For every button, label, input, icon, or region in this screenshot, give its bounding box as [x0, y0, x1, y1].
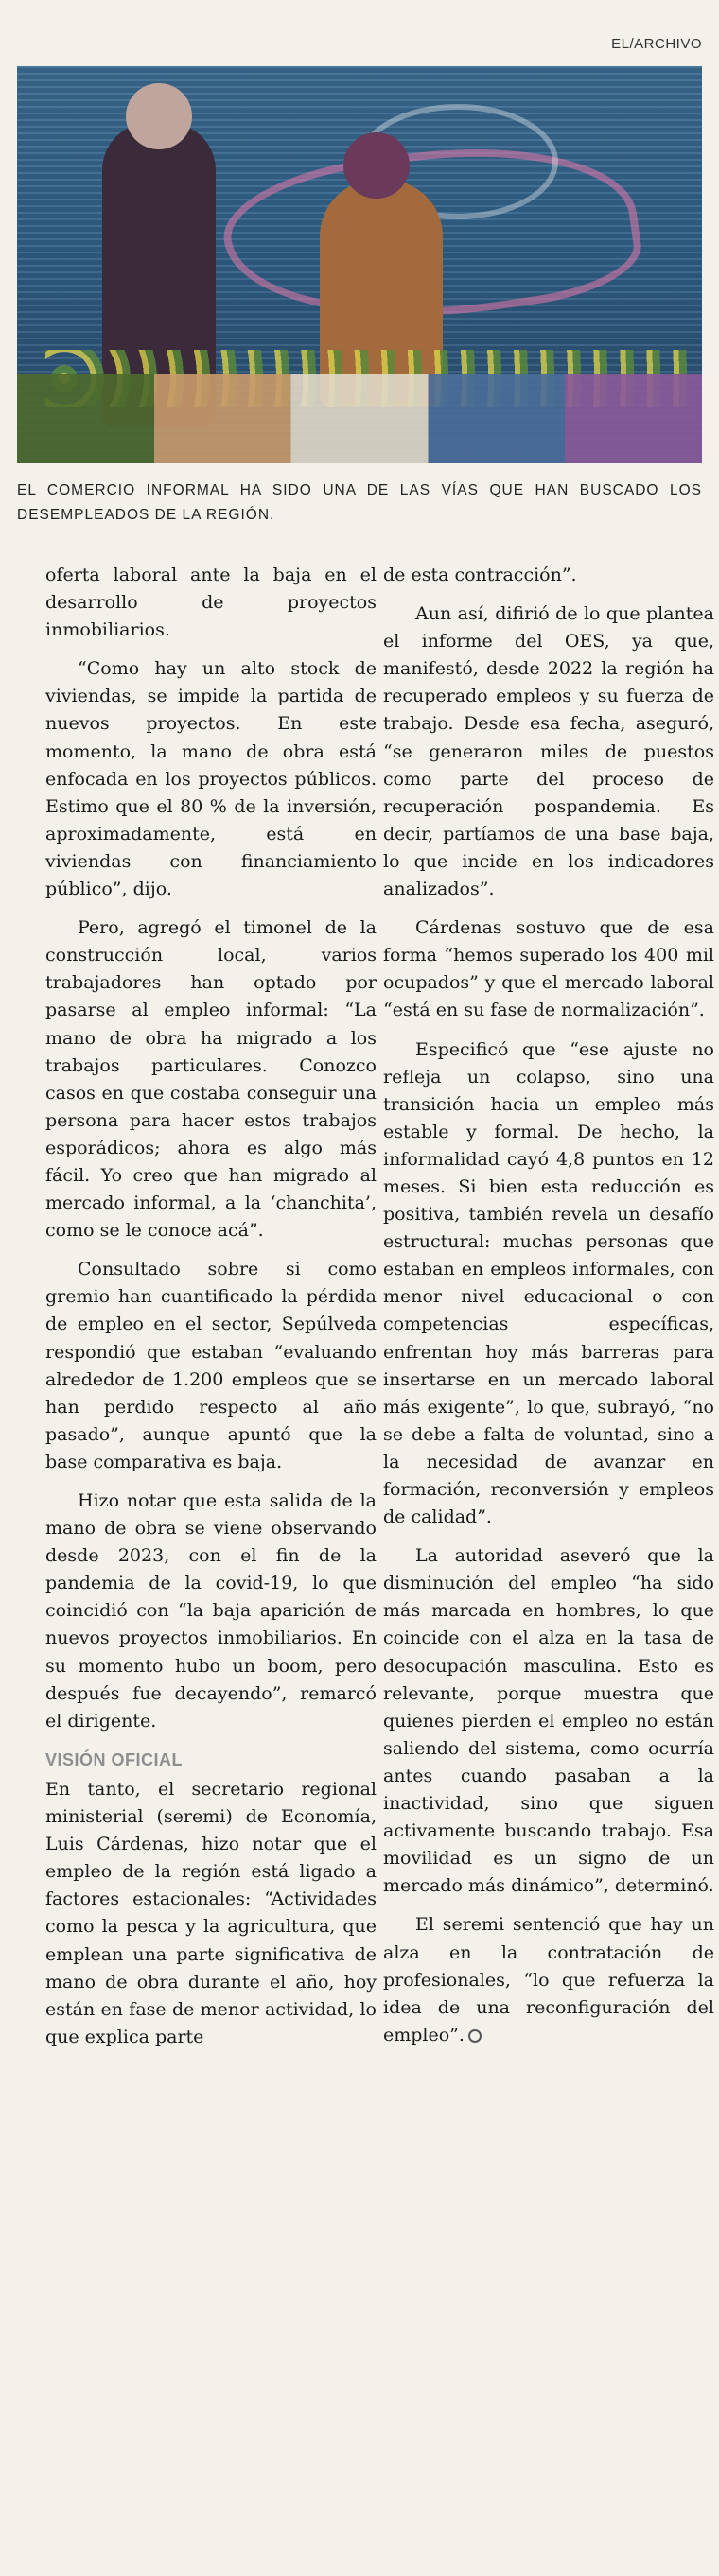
paragraph: Aun así, difirió de lo que plantea el informe del OES, ya que, manifestó, desde 2022 la región ha recuperado empleos y su fuerza de trabajo. Desde esa fecha, aseguró, “se generaron miles de puestos como parte del proceso de recuperación pospandemia. Es decir, partíamos de una base baja, lo que incide en los indicadores analizados”. [383, 603, 714, 900]
crates [17, 374, 702, 463]
section-subhead: VISIÓN OFICIAL [45, 1749, 184, 1769]
person-left-head [126, 83, 192, 149]
photo-caption: EL COMERCIO INFORMAL HA SIDO UNA DE LAS VÍAS QUE HAN BUSCADO LOS DESEMPLEADOS DE LA REGIÓN. [17, 482, 702, 523]
paragraph: “Como hay un alto stock de viviendas, se impide la partida de nuevos proyectos. En este momento, la mano de obra está enfocada en los proyectos públicos. Estimo que el 80 % de la inversión, aproximadamente, está en viviendas con financiamiento público”, dijo. [45, 658, 377, 900]
photo-credit: EL/ARCHIVO [611, 36, 702, 52]
paragraph: La autoridad aseveró que la disminución del empleo “ha sido más marcada en hombres, lo que coincide con el alza en la tasa de desocupación masculina. Esto es relevante, porque muestra que quienes pierden el empleo no están saliendo del sistema, como ocurría antes cuando pasaban a la inactividad, sino que siguen activamente buscando trabajo. Esa movilidad es un signo de un mercado más dinámico”, determinó. [383, 1545, 714, 1897]
left-column [45, 562, 377, 2063]
paragraph: En tanto, el secretario regional ministerial (seremi) de Economía, Luis Cárdenas, hizo notar que el empleo de la región está ligado a factores estacionales: “Actividades como la pesca y la agricultura, que emplean una parte significativa de mano de obra durante el año, hoy están en fase de menor actividad, lo que explica parte [45, 1778, 377, 2047]
right-column [383, 562, 714, 2061]
person-right-head [343, 132, 410, 199]
article-photo [17, 66, 702, 463]
paragraph: Pero, agregó el timonel de la construcción local, varios trabajadores han optado por pasarse al empleo informal: “La mano de obra ha migrado a los trabajos particulares. Conozco casos en que costaba conseguir una persona para hacer estos trabajos esporádicos; ahora es algo más fácil. Yo creo que han migrado al mercado informal, a la ‘chanchita’, como se le conoce acá”. [45, 917, 377, 1242]
paragraph: Consultado sobre si como gremio han cuantificado la pérdida de empleo en el sector, Sepúlveda respondió que estaban “evaluando alrededor de 1.200 empleos que se han perdido respecto al año pasado”, aunque apuntó que la base comparativa es baja. [45, 1259, 377, 1472]
paragraph: Hizo notar que esta salida de la mano de obra se viene observando desde 2023, con el fin de la pandemia de la covid-19, lo que coincidió con “la baja aparición de nuevos proyectos inmobiliarios. En su momento hubo un boom, pero después fue decayendo”, remarcó el dirigente. [45, 1490, 377, 1732]
end-of-article-icon [468, 2029, 482, 2043]
paragraph: Especificó que “ese ajuste no refleja un colapso, sino una transición hacia un empleo más estable y formal. De hecho, la informalidad cayó 4,8 puntos en 12 meses. Si bien esta reducción es positiva, también revela un desafío estructural: muchas personas que estaban en empleos informales, con menor nivel educacional o con competencias específicas, enfrentan hoy más barreras para insertarse en un mercado laboral más exigente”, lo que, subrayó, “no se debe a falta de voluntad, sino a la necesidad de avanzar en formación, reconversión y empleos de calidad”. [383, 1038, 714, 1528]
paragraph: de esta contracción”. [383, 565, 577, 585]
paragraph: Cárdenas sostuvo que de esa forma “hemos superado los 400 mil ocupados” y que el mercado laboral “está en su fase de normalización”. [383, 917, 714, 1021]
paragraph-final [383, 1911, 714, 2048]
paragraph: oferta laboral ante la baja en el desarrollo de proyectos inmobiliarios. [45, 565, 377, 641]
final-text: El seremi sentenció que hay un alza en la contratación de profesionales, “lo que refuerza la idea de una reconfiguración del empleo”. [383, 1914, 714, 2045]
